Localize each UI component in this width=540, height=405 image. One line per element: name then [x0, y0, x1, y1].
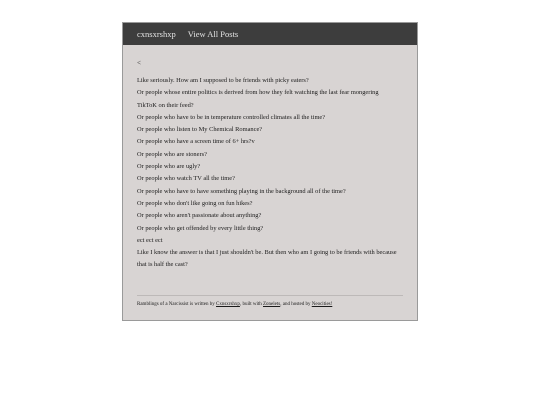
post-line: Or people who get offended by every little thing? — [137, 224, 264, 232]
post-body — [137, 75, 403, 272]
footer-platform-link[interactable]: Zonelets — [263, 302, 281, 307]
blog-page — [122, 22, 418, 321]
post-line: Or people who listen to My Chemical Romance? — [137, 126, 263, 134]
nav-home-link[interactable]: cxnsxrshxp — [137, 29, 176, 39]
footer-divider — [137, 295, 403, 296]
post-line: Like I know the answer is that I just shouldn't be. But then who am I going to be friends with because that is half the cast? — [137, 249, 397, 269]
post-line: Or people who have a screen time of 6+ hrs?v — [137, 138, 255, 146]
post-line: Like seriously. How am I supposed to be friends with picky eaters? — [137, 77, 309, 84]
post-line: Or people who aren't passionate about anything? — [137, 212, 262, 220]
post-line: Or people who are ugly? — [137, 163, 201, 171]
post-line: Or people who don't like going on fun hikes? — [137, 199, 253, 207]
nav-header — [123, 23, 417, 45]
footer-text: , built with — [239, 302, 263, 307]
nav-all-posts-link[interactable]: View All Posts — [187, 29, 239, 39]
post-content — [123, 59, 417, 272]
post-line: Or people who are stoners? — [137, 150, 207, 158]
post-line: Or people whose entire politics is derived from how they felt watching the last fear mongering TikToK on their feed? — [137, 89, 379, 109]
footer-text: , and hosted by — [280, 302, 312, 307]
post-line: Or people who watch TV all the time? — [137, 175, 235, 183]
post-line: Or people who have to have something playing in the background all of the time? — [137, 187, 346, 195]
footer — [137, 302, 332, 307]
back-link[interactable]: < — [137, 59, 141, 67]
footer-host-link[interactable]: Neocities! — [311, 302, 333, 307]
post-line: ect ect ect — [137, 236, 163, 244]
post-line: Or people who have to be in temperature controlled climates all the time? — [137, 113, 326, 121]
footer-author-link[interactable]: Cxnsxrshxp — [216, 302, 240, 307]
footer-text: Ramblings of a Narcissist is written by — [137, 302, 217, 307]
